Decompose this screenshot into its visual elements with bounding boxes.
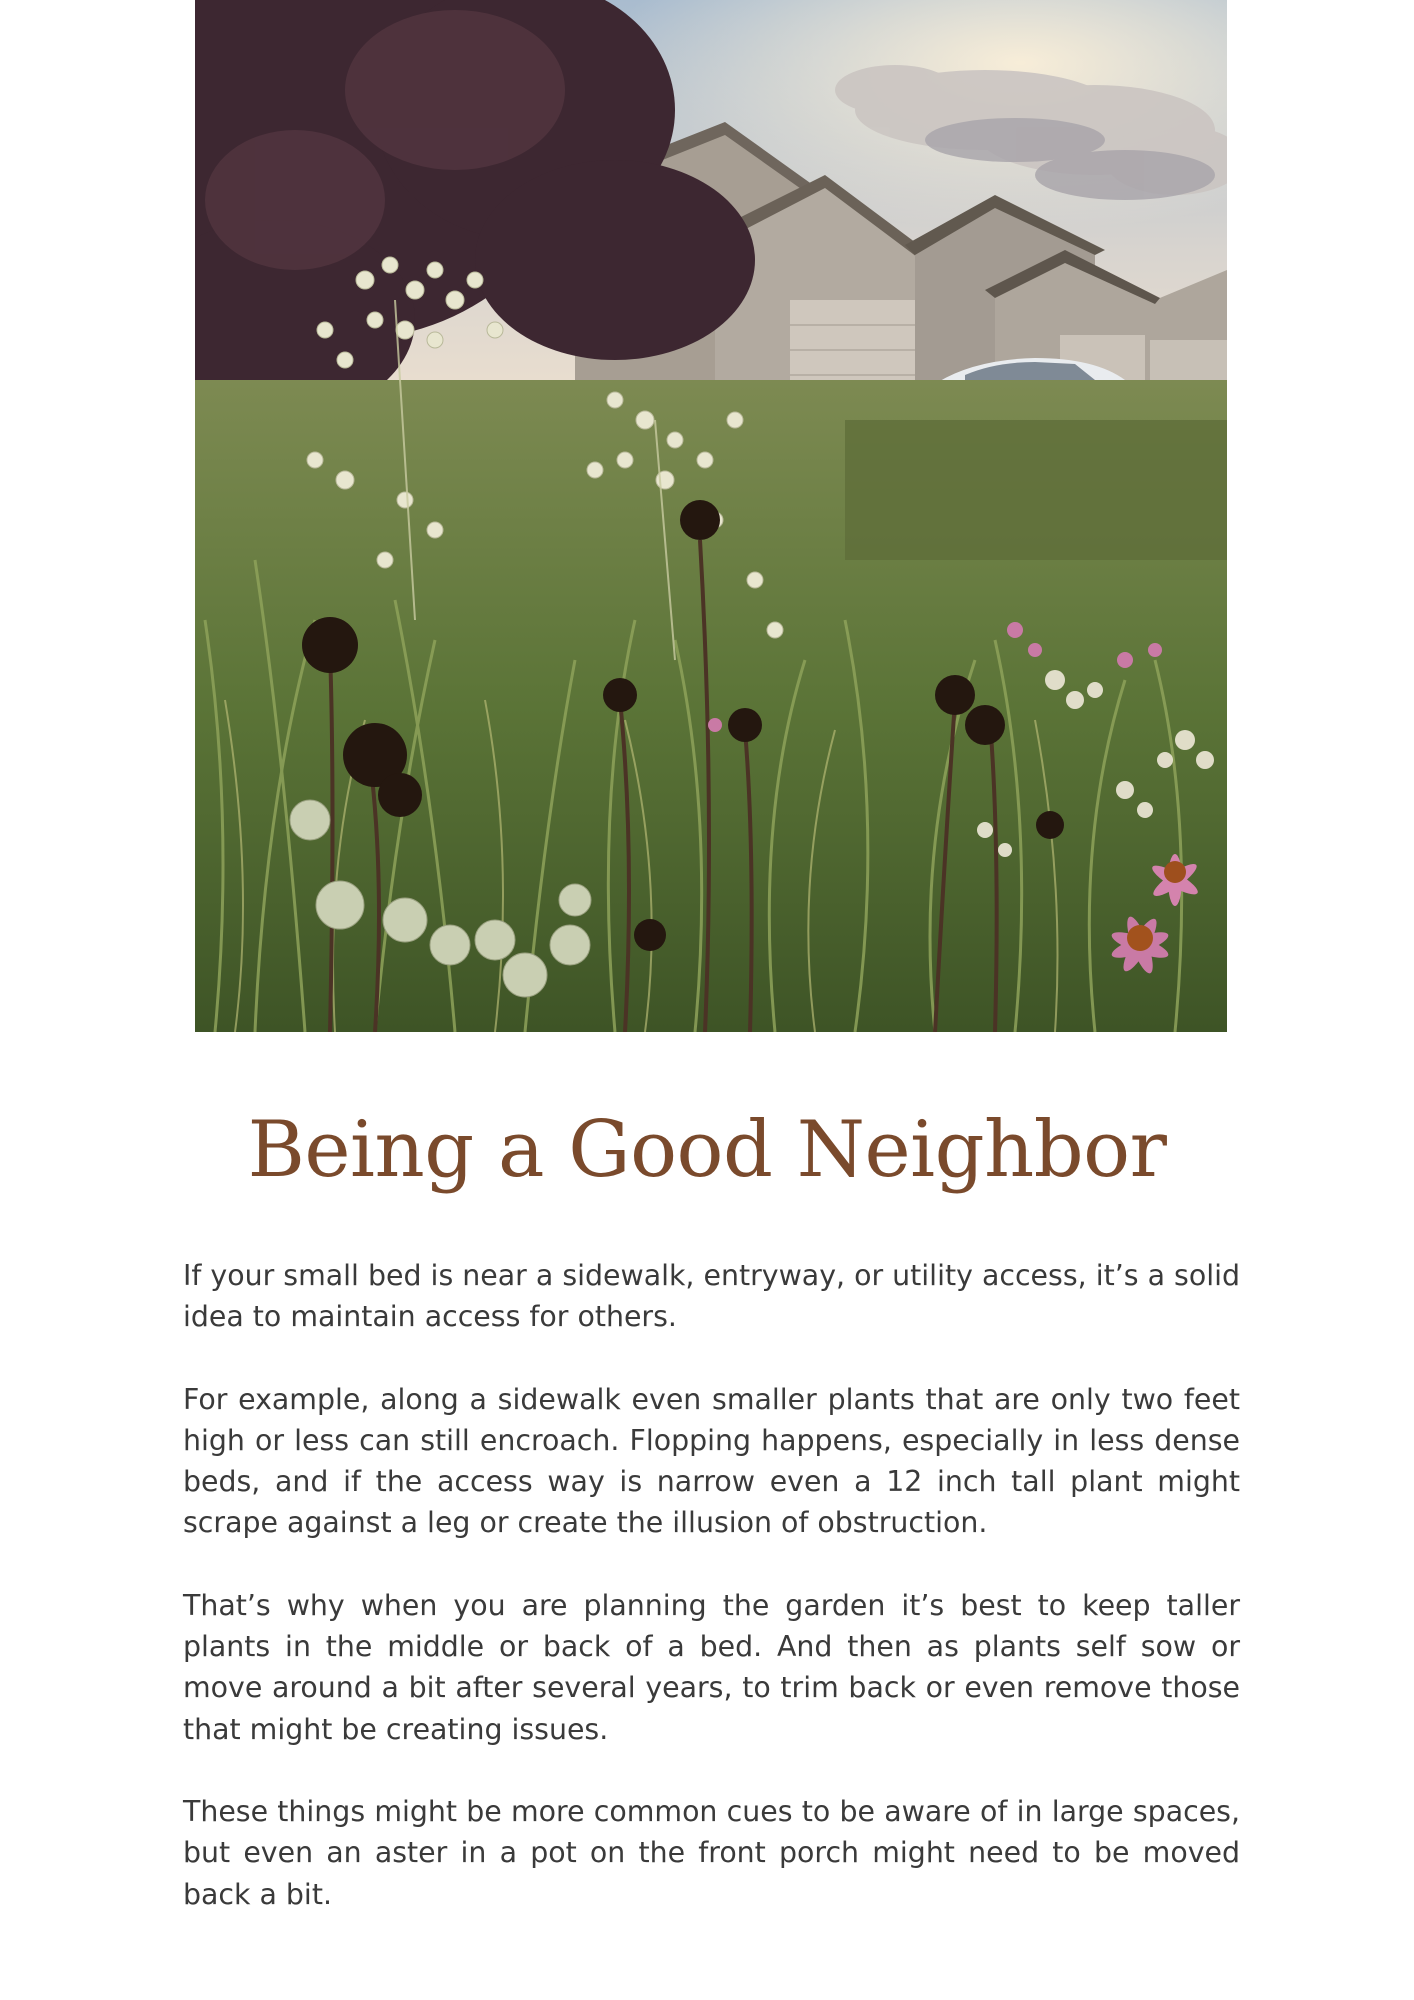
paragraph-1: If your small bed is near a sidewalk, entryway, or utility access, it’s a solid idea to maintain access for others.: [183, 1259, 1240, 1334]
paragraph-2: For example, along a sidewalk even smaller plants that are only two feet high or less can still encroach. Flopping happens, especially in less dense beds, and if the access way is narrow even a 12 inch tall plant might scrape against a leg or create the illusion of obstruction.: [183, 1382, 1240, 1540]
paragraph-4: These things might be more common cues to be aware of in large spaces, but even an aster in a pot on the front porch might need to be moved back a bit.: [183, 1794, 1240, 1911]
hero-photo-garden: [195, 0, 1227, 1032]
page-title: Being a Good Neighbor: [247, 1105, 1167, 1195]
paragraph-3: That’s why when you are planning the garden it’s best to keep taller plants in the middle or back of a bed. And then as plants self sow or move around a bit after several years, to trim back or even remove those that might be creating issues.: [183, 1588, 1240, 1746]
article-body: [183, 1255, 1240, 1956]
